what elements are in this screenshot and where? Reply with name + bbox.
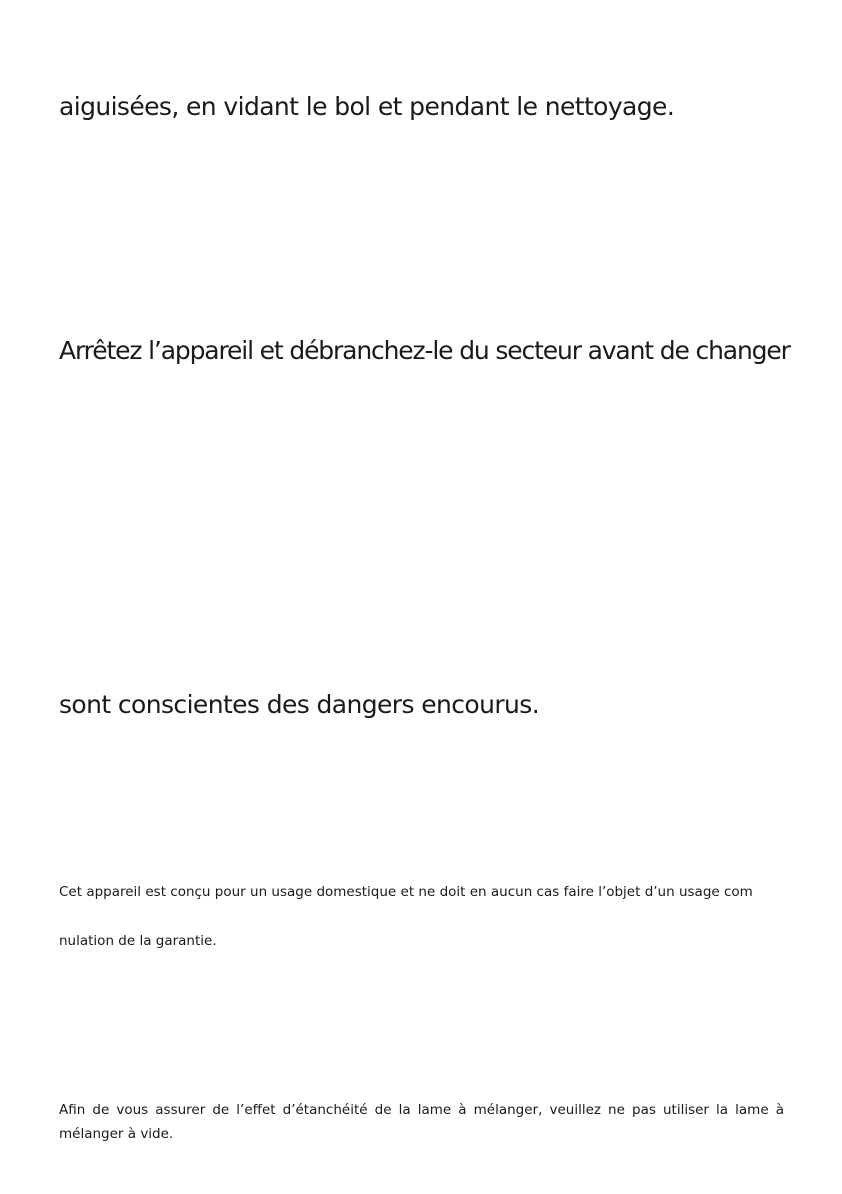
text-line-blades-cleaning: aiguisées, en vidant le bol et pendant le nettoyage. (59, 92, 675, 121)
text-line-unplug-warning: Arrêtez l’appareil et débranchez-le du secteur avant de changer (59, 336, 790, 365)
text-line-warranty: nulation de la garantie. (59, 933, 217, 949)
paragraph-blade-sealing: Afin de vous assurer de l’effet d’étanchéité de la lame à mélanger, veuillez ne pas utiliser la lame à mélanger à vide. (59, 1102, 784, 1142)
text-line-dangers: sont conscientes des dangers encourus. (59, 690, 540, 719)
text-line-domestic-use: Cet appareil est conçu pour un usage domestique et ne doit en aucun cas faire l’objet d’un usage com (59, 884, 753, 900)
